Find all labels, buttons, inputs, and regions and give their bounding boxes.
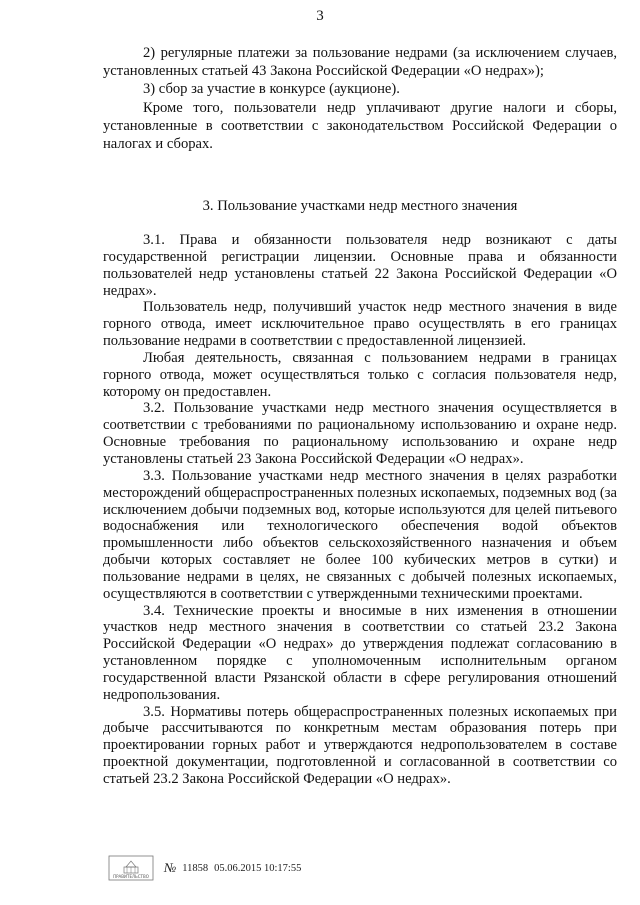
- stamp-label: ПРАВИТЕЛЬСТВО: [113, 874, 149, 879]
- registration-info: [164, 860, 301, 876]
- paragraph: Кроме того, пользователи недр уплачивают другие налоги и сборы, установленные в соответствии с законодательством Российской Федерации о налогах и сборах.: [103, 99, 617, 153]
- registration-datetime: 05.06.2015 10:17:55: [214, 862, 302, 874]
- paragraph: 3.1. Права и обязанности пользователя недр возникают с даты государственной регистрации лицензии. Основные права и обязанности пользователей недр установлены статьей 22 Закона Российской Федерации «О недрах».: [103, 232, 617, 299]
- paragraph: Любая деятельность, связанная с пользованием недрами в границах горного отвода, может осуществляться только с согласия пользователя недр, которому он предоставлен.: [103, 349, 617, 400]
- registration-number: 11858: [182, 862, 209, 874]
- paragraph: 3.2. Пользование участками недр местного значения осуществляется в соответствии с требованиями по рациональному использованию и охране недр. Основные требования по рациональному использованию и охране недр установлены статьей 23 Закона Российской Федерации «О недрах».: [103, 400, 617, 467]
- intro-block: [103, 44, 617, 153]
- paragraph: 3.3. Пользование участками недр местного значения в целях разработки месторождений общераспространенных полезных ископаемых, подземных вод (за исключением добычи подземных вод, которые используются для целей питьевого водоснабжения или технологического обеспечения водой объектов промышленности либо объектов сельскохозяйственного назначения и объем добычи которых составляет не более 100 кубических метров в сутки) и пользование недрами в целях, не связанных с добычей полезных ископаемых, осуществляются в соответствии с утвержденными техническими проектами.: [103, 467, 617, 602]
- document-footer: [108, 855, 428, 881]
- paragraph: Пользователь недр, получивший участок недр местного значения в виде горного отвода, имеет исключительное право осуществлять в его границах пользование недрами в соответствии с предоставленной лицензией.: [103, 299, 617, 350]
- page-number: 3: [316, 8, 324, 24]
- paragraph: 3.5. Нормативы потерь общераспространенных полезных ископаемых при добыче рассчитываются по конкретным местам образования потерь при проектировании горных работ и утверждаются недропользователем в составе проектной документации, подготовленной и согласованной в соответствии со статьей 23.2 Закона Российской Федерации «О недрах».: [103, 703, 617, 787]
- section-body: [103, 232, 617, 788]
- number-sign: №: [164, 860, 177, 875]
- section-heading: 3. Пользование участками недр местного значения: [202, 198, 518, 214]
- paragraph: 3) сбор за участие в конкурсе (аукционе).: [143, 81, 400, 98]
- paragraph: 3.4. Технические проекты и вносимые в них изменения в отношении участков недр местного значения в соответствии со статьей 23.2 Закона Российской Федерации «О недрах» до утверждения подлежат согласованию в установленном порядке с уполномоченным исполнительным органом государственной власти Рязанской области в сфере регулирования отношений недропользования.: [103, 602, 617, 703]
- government-stamp-icon: [108, 855, 154, 881]
- paragraph: 2) регулярные платежи за пользование недрами (за исключением случаев, установленных статьей 43 Закона Российской Федерации «О недрах»);: [103, 45, 617, 80]
